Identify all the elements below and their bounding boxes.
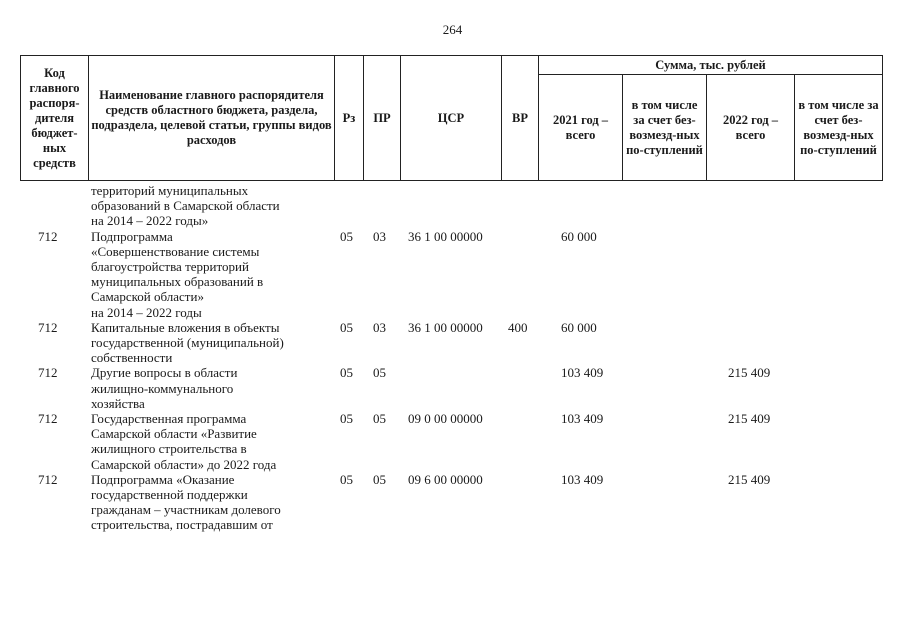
header-code: Код главного распоря-дителя бюджет-ных средств [21, 56, 89, 181]
row-csr: 09 0 00 00000 [408, 411, 483, 427]
row-sum-2021: 60 000 [561, 319, 597, 335]
header-2022: 2022 год – всего [707, 75, 795, 181]
row-rz: 05 [340, 411, 353, 427]
row-csr: 09 6 00 00000 [408, 471, 483, 487]
row-name: Подпрограмма «Совершенствование системы благоустройства территорий муниципальных образований в Самарской области» на 2014 – 2022 годы [91, 228, 264, 320]
header-2021: 2021 год – всего [539, 75, 623, 181]
table-row [20, 365, 888, 411]
row-csr: 36 1 00 00000 [408, 228, 483, 244]
row-rz: 05 [340, 471, 353, 487]
row-vr: 400 [508, 319, 528, 335]
header-incl-2022: в том числе за счет без-возмезд-ных по-ступлений [795, 75, 883, 181]
row-rz: 05 [340, 319, 353, 335]
page-number: 264 [442, 22, 463, 37]
row-pr: 03 [373, 319, 386, 335]
table-row [20, 320, 888, 366]
row-pr: 05 [373, 411, 386, 427]
row-sum-2021: 60 000 [561, 228, 597, 244]
table-header [20, 55, 883, 181]
row-pr: 03 [373, 228, 386, 244]
row-code: 712 [38, 319, 58, 335]
header-incl-2021: в том числе за счет без-возмезд-ных по-ступлений [623, 75, 707, 181]
row-name: Государственная программа Самарской области «Развитие жилищного строительства в Самарской области» до 2022 года [91, 411, 277, 472]
row-code: 712 [38, 471, 58, 487]
row-code: 712 [38, 228, 58, 244]
row-sum-2021: 103 409 [561, 471, 604, 487]
table-body [20, 183, 888, 533]
row-code: 712 [38, 365, 58, 381]
row-name: Подпрограмма «Оказание государственной поддержки гражданам – участникам долевого строительства, пострадавшим от [91, 471, 281, 533]
row-rz: 05 [340, 365, 353, 381]
row-sum-2022: 215 409 [728, 365, 771, 381]
row-name: Другие вопросы в области жилищно-коммунального хозяйства [91, 365, 238, 411]
header-sum: Сумма, тыс. рублей [539, 56, 883, 75]
row-rz: 05 [340, 228, 353, 244]
row-csr: 36 1 00 00000 [408, 319, 483, 335]
row-sum-2021: 103 409 [561, 365, 604, 381]
row-name: Капитальные вложения в объекты государственной (муниципальной) собственности [91, 319, 284, 366]
row-pr: 05 [373, 471, 386, 487]
table-row [20, 411, 888, 472]
row-code: 712 [38, 411, 58, 427]
table-row [20, 229, 888, 320]
header-csr: ЦСР [401, 56, 502, 181]
row-sum-2022: 215 409 [728, 471, 771, 487]
header-pr: ПР [364, 56, 401, 181]
row-pr: 05 [373, 365, 386, 381]
header-rz: Рз [335, 56, 364, 181]
table-row [20, 472, 888, 533]
row-sum-2022: 215 409 [728, 411, 771, 427]
table-row [20, 183, 888, 229]
header-vr: ВР [502, 56, 539, 181]
header-name: Наименование главного распорядителя средств областного бюджета, раздела, подраздела, целевой статьи, группы видов расходов [89, 56, 335, 181]
row-sum-2021: 103 409 [561, 411, 604, 427]
row-name: территорий муниципальных образований в Самарской области на 2014 – 2022 годы» [91, 183, 280, 229]
